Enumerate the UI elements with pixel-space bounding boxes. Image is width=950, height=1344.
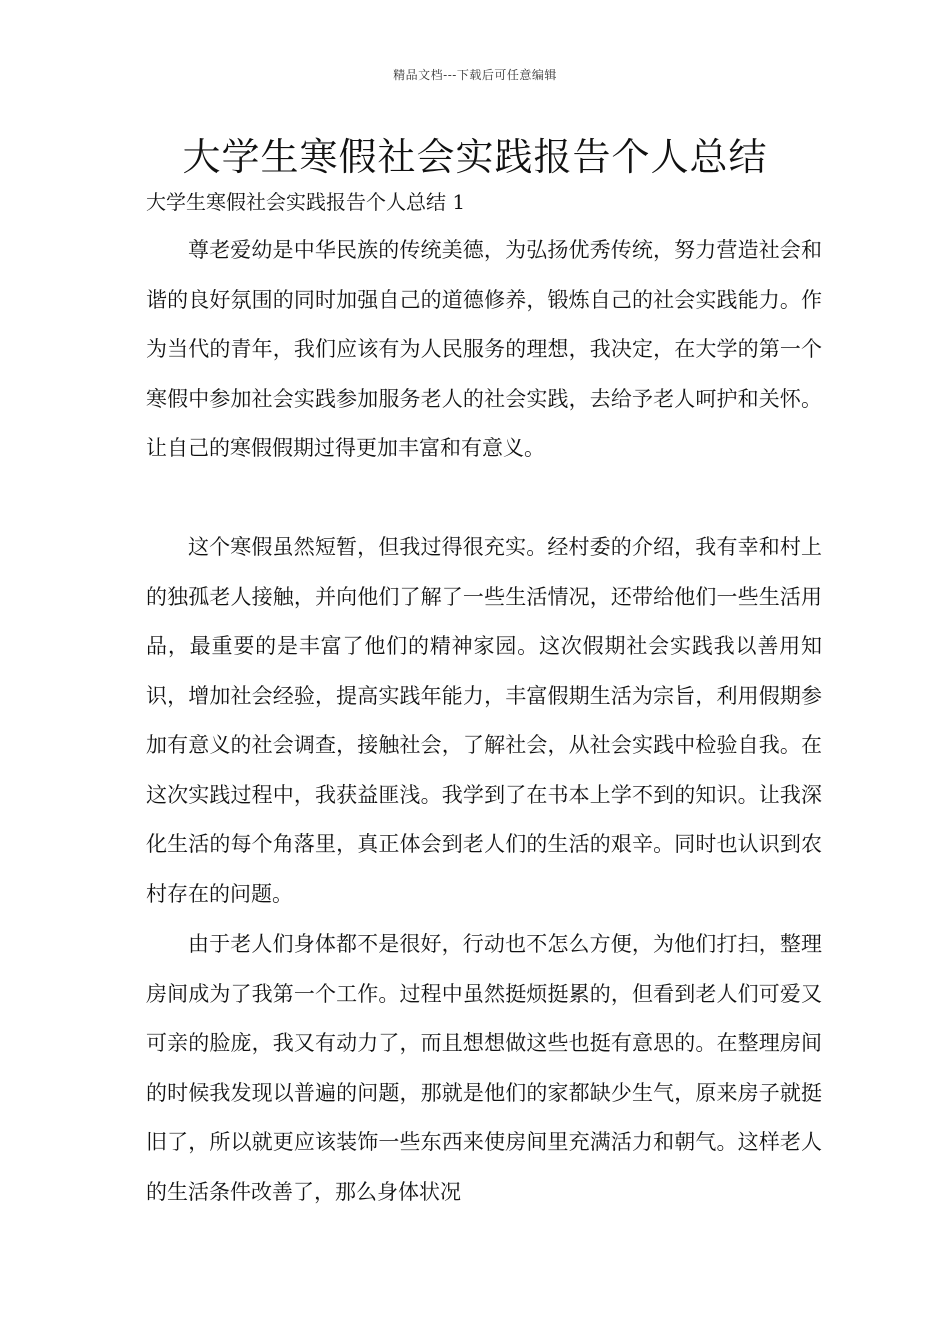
paragraph: 尊老爱幼是中华民族的传统美德，为弘扬优秀传统，努力营造社会和谐的良好氛围的同时加强自己的道德修养，锻炼自己的社会实践能力。作为当代的青年，我们应该有为人民服务的理想，我决定，在大学的第一个寒假中参加社会实践参加服务老人的社会实践，去给予老人呵护和关怀。让自己的寒假假期过得更加丰富和有意义。 [146, 238, 822, 460]
paragraph-block-2 [146, 523, 822, 919]
paragraph: 这个寒假虽然短暂，但我过得很充实。经村委的介绍，我有幸和村上的独孤老人接触，并向他们了解了一些生活情况，还带给他们一些生活用品，最重要的是丰富了他们的精神家园。这次假期社会实践我以善用知识，增加社会经验，提高实践年能力，丰富假期生活为宗旨，利用假期参加有意义的社会调查，接触社会，了解社会，从社会实践中检验自我。在这次实践过程中，我获益匪浅。我学到了在书本上学不到的知识。让我深化生活的每个角落里，真正体会到老人们的生活的艰辛。同时也认识到农村存在的问题。 [146, 535, 822, 906]
paragraph-block-3 [146, 920, 822, 1217]
paragraph: 由于老人们身体都不是很好，行动也不怎么方便，为他们打扫，整理房间成为了我第一个工作。过程中虽然挺烦挺累的，但看到老人们可爱又可亲的脸庞，我又有动力了，而且想想做这些也挺有意思的。在整理房间的时候我发现以普遍的问题，那就是他们的家都缺少生气，原来房子就挺旧了，所以就更应该装饰一些东西来使房间里充满活力和朝气。这样老人的生活条件改善了，那么身体状况 [146, 932, 822, 1204]
header-note: 精品文档---下载后可任意编辑 [393, 68, 557, 82]
paragraph-block-1 [146, 226, 822, 474]
section-heading: 大学生寒假社会实践报告个人总结 1 [146, 190, 466, 214]
document-title: 大学生寒假社会实践报告个人总结 [182, 135, 768, 179]
